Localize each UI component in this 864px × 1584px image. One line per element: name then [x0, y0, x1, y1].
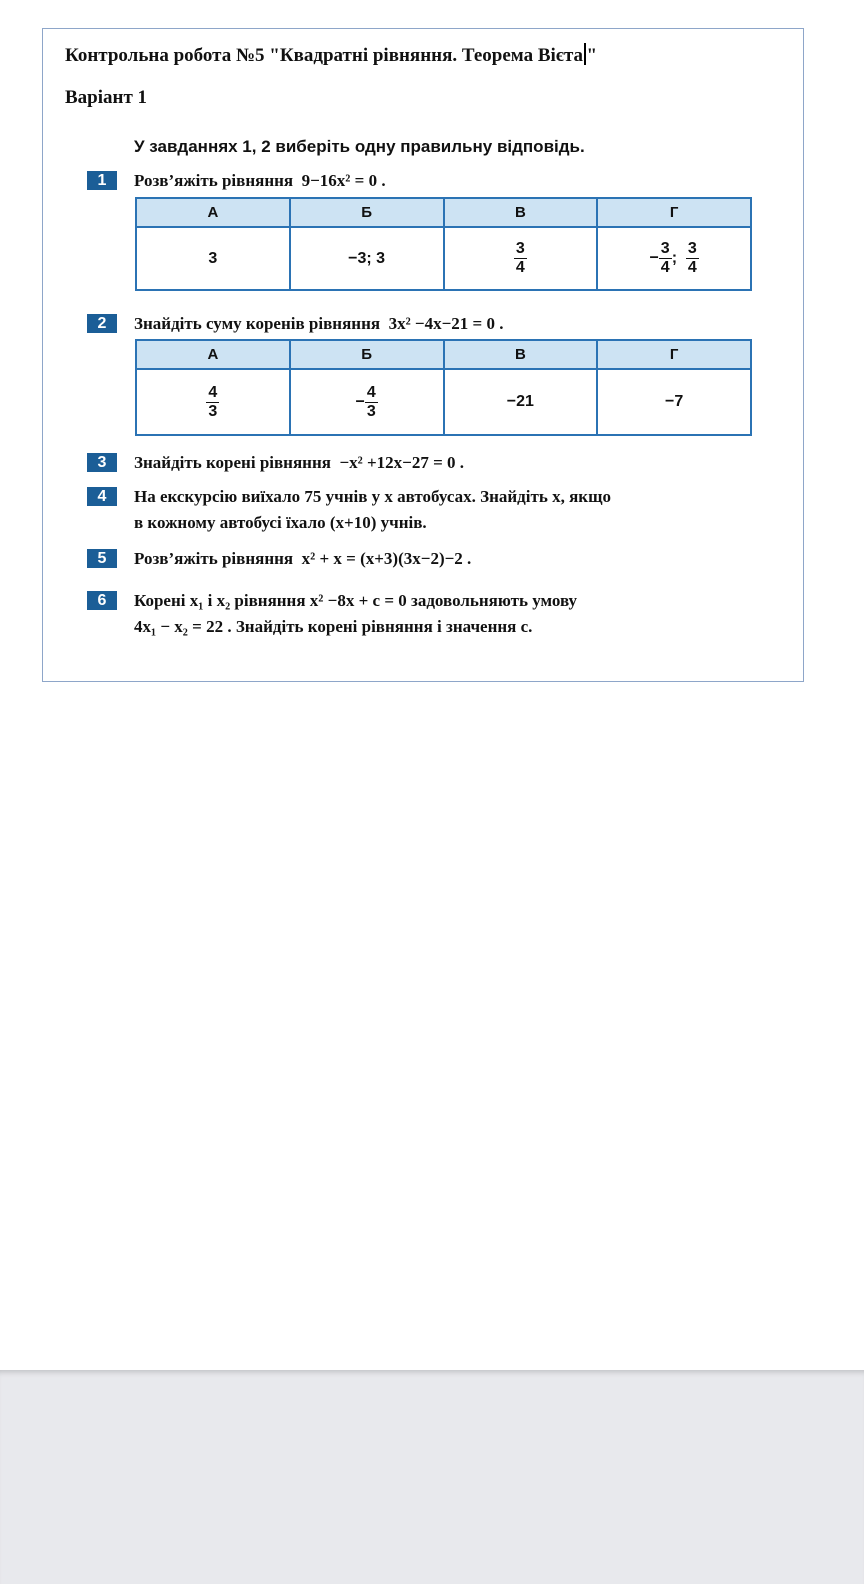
table-header: А: [136, 340, 290, 369]
task-statement: Знайдіть корені рівняння: [134, 453, 331, 472]
title-quote: ": [586, 45, 598, 66]
fraction-denominator: 3: [208, 402, 218, 420]
text-caret: [584, 43, 586, 65]
fraction: [686, 240, 699, 277]
task-text: [134, 546, 471, 571]
answer-cell: −21: [444, 369, 598, 435]
answer-cell: [444, 227, 598, 290]
fraction-numerator: 4: [208, 383, 218, 401]
task-text: [134, 311, 503, 336]
task-number-badge: 6: [87, 591, 117, 610]
task-text-line-1: На екскурсію виїхало 75 учнів у x автобусах. Знайдіть x, якщо: [134, 487, 611, 506]
fraction-denominator: 4: [515, 259, 525, 276]
fraction: [514, 240, 527, 277]
table-header: Б: [290, 340, 444, 369]
task-equation: 3x² −4x−21 = 0 .: [388, 314, 504, 333]
table-header: Г: [597, 198, 751, 227]
separator: ;: [671, 249, 678, 267]
answer-cell: [597, 227, 751, 290]
task-number-badge: 1: [87, 171, 117, 190]
task-equation: 9−16x² = 0 .: [301, 171, 386, 190]
answer-table-2: [135, 339, 752, 436]
fraction-numerator: 3: [687, 240, 697, 257]
table-header: В: [444, 198, 598, 227]
page-title[interactable]: [65, 43, 597, 67]
task-number-badge: 3: [87, 453, 117, 472]
fraction-numerator: 3: [660, 240, 670, 257]
fraction-numerator: 4: [366, 383, 376, 401]
table-header: Б: [290, 198, 444, 227]
task-statement: Знайдіть суму коренів рівняння: [134, 314, 381, 333]
answer-cell: −7: [597, 369, 751, 435]
fraction: [206, 384, 219, 421]
minus-sign: −: [355, 393, 365, 411]
task-text-line-1: Корені x₁ і x₂ рівняння x² −8x + c = 0 задовольняють умову: [134, 591, 578, 610]
fraction-numerator: 3: [515, 240, 525, 257]
answer-cell: 3: [136, 227, 290, 290]
answer-cell: [290, 369, 444, 435]
task-number-badge: 2: [87, 314, 117, 333]
task-text-line-2: в кожному автобусі їхало (x+10) учнів.: [134, 513, 427, 532]
viewer-background: [0, 1370, 864, 1584]
fraction-denominator: 4: [687, 259, 697, 276]
instruction-text: У завданнях 1, 2 виберіть одну правильну відповідь.: [134, 137, 585, 156]
task-equation: x² + x = (x+3)(3x−2)−2 .: [301, 549, 472, 568]
fraction-denominator: 3: [366, 402, 376, 420]
answer-table-1: [135, 197, 752, 291]
task-statement: Розв’яжіть рівняння: [134, 171, 294, 190]
title-text: Контрольна робота №5 "Квадратні рівняння. Теорема Вієта: [65, 45, 584, 66]
task-statement: Розв’яжіть рівняння: [134, 549, 294, 568]
task-number-badge: 5: [87, 549, 117, 568]
fraction: [365, 384, 378, 421]
table-header: А: [136, 198, 290, 227]
task-number-badge: 4: [87, 487, 117, 506]
task-text: [134, 168, 386, 193]
table-header: В: [444, 340, 598, 369]
variant-heading: Варіант 1: [65, 87, 148, 108]
answer-cell: [136, 369, 290, 435]
fraction: [659, 240, 672, 277]
task-text-line-2: 4x₁ − x₂ = 22 . Знайдіть корені рівняння і значення c.: [134, 617, 533, 636]
table-header: Г: [597, 340, 751, 369]
answer-cell: −3; 3: [290, 227, 444, 290]
fraction-denominator: 4: [660, 259, 670, 276]
document-frame: [42, 28, 804, 682]
task-text: [134, 450, 464, 475]
task-equation: −x² +12x−27 = 0 .: [339, 453, 465, 472]
minus-sign: −: [649, 249, 659, 267]
